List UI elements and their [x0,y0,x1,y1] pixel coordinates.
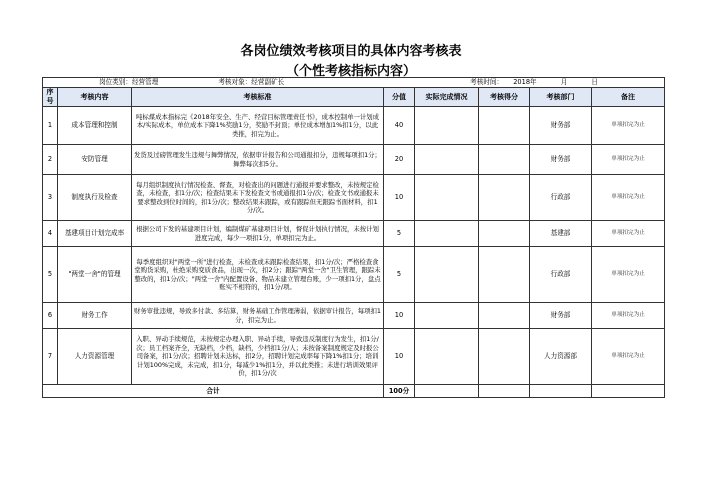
total-got [479,385,530,398]
row-standard: 每季度组织对"两堂一所"进行检查，未检查或未跟踪检查结果，扣1分/次；严格检查食堂购货采购，杜绝采购变质食品，出现一次，扣2分；跟踪"两堂一舍"卫生管理，跟踪未整改的，扣1分/次；"两堂一舍"内配置设备、物品未建立管理台账，少一项扣1分，盘点账实不相符的，扣1分/项。 [132,247,384,303]
row-got [479,329,530,385]
assessment-target: 考核对象：经营副矿长 [218,78,285,87]
table-row [43,175,665,221]
assessment-time [470,78,598,87]
row-actual [415,107,479,145]
row-note: 单项扣完为止 [592,221,665,247]
row-content: 成本管理和控制 [58,107,132,145]
row-note: 单项扣完为止 [592,247,665,303]
row-actual [415,221,479,247]
row-score: 5 [384,221,415,247]
row-actual [415,145,479,175]
row-actual [415,329,479,385]
row-actual [415,247,479,303]
total-note [592,385,665,398]
row-got [479,303,530,329]
row-content: 安防管理 [58,145,132,175]
row-got [479,221,530,247]
row-dept: 行政部 [530,247,592,303]
header-dept: 考核部门 [530,88,592,107]
row-content: "两堂一舍"的管理 [58,247,132,303]
row-standard: 财务审批违规，导致多付款、多结算，财务基础工作管理薄弱，依据审计报告，每项扣1分，扣完为止。 [132,303,384,329]
row-actual [415,175,479,221]
header-note: 备注 [592,88,665,107]
row-dept: 人力资源部 [530,329,592,385]
row-dept: 财务部 [530,145,592,175]
row-got [479,145,530,175]
table-row [43,247,665,303]
row-score: 10 [384,329,415,385]
meta-cell [43,78,665,88]
header-seq: 序号 [43,88,58,107]
row-dept: 财务部 [530,107,592,145]
time-day: 日 [591,78,599,87]
assessment-table [42,77,665,398]
row-seq: 1 [43,107,58,145]
meta-row [43,78,665,88]
row-content: 财务工作 [58,303,132,329]
row-content: 基建项目计划完成率 [58,221,132,247]
row-content: 人力资源管理 [58,329,132,385]
row-got [479,107,530,145]
row-dept: 行政部 [530,175,592,221]
table-row [43,303,665,329]
row-score: 5 [384,247,415,303]
row-note: 单项扣完为止 [592,329,665,385]
row-standard: 根据公司下发的基建项目计划，编制煤矿基建项目计划，督促计划执行情况，未按计划进度完成，每少一项扣1分，单项扣完为止。 [132,221,384,247]
row-standard: 入职、异动手续规范，未按规定办理入职、异动手续，导致违反制度行为发生，扣1分/次；员工档案齐全，无缺档，少档，缺档，少档扣1分/人；未按备案制度规定及时报公司备案，扣1分/次；招聘计划未达标，扣2分，招聘计划完成率每下降1%扣1分；培训计划100%完成，未完成，扣1分，每减少1%扣1分，并以此类推；未进行培训效果评价，扣1分/次 [132,329,384,385]
row-seq: 5 [43,247,58,303]
table-row [43,329,665,385]
table-row [43,107,665,145]
row-score: 10 [384,303,415,329]
time-label: 考核时间： [470,78,504,87]
header-score: 分值 [384,88,415,107]
row-standard: 发货及过磅管理发生违规与舞弊情况，依据审计报告和公司通报扣分，违规每项扣1分；舞弊每次扣5分。 [132,145,384,175]
position-category: 岗位类别：经营管理 [99,78,159,87]
row-dept: 财务部 [530,303,592,329]
row-seq: 2 [43,145,58,175]
row-seq: 4 [43,221,58,247]
time-month: 月 [560,78,568,87]
row-note: 单项扣完为止 [592,145,665,175]
document-title: 各岗位绩效考核项目的具体内容考核表 [240,44,462,59]
header-content: 考核内容 [58,88,132,107]
total-dept [530,385,592,398]
header-got: 考核得分 [479,88,530,107]
total-score: 100分 [384,385,415,398]
row-note: 单项扣完为止 [592,107,665,145]
table-row [43,221,665,247]
row-score: 10 [384,175,415,221]
header-actual: 实际完成情况 [415,88,479,107]
total-label: 合计 [43,385,384,398]
row-note: 单项扣完为止 [592,175,665,221]
row-content: 制度执行及检查 [58,175,132,221]
total-actual [415,385,479,398]
row-standard: 吨标煤成本指标完《2018年安全、生产、经营目标管理责任书》，成本控制单一计划成本/实际成本，单位成本下降1%奖励1分，奖励不封顶；单位成本增加1%扣1分，以此类推，扣完为止。 [132,107,384,145]
header-row [43,88,665,107]
row-actual [415,303,479,329]
row-seq: 3 [43,175,58,221]
document-subtitle: （个性考核指标内容） [285,64,416,79]
table-row [43,145,665,175]
row-seq: 6 [43,303,58,329]
header-standard: 考核标准 [132,88,384,107]
row-standard: 每月组织制度执行情况检查、督查，对检查出的问题进行通报并要求整改，未按规定检查，未检查，扣1分/次；检查结果未下发检查文书或通报扣1分/次；检查文书或通报未要求整改到位时间的，扣1分/次；整改结果未跟踪，或有跟踪但无跟踪书面材料，扣1分/次。 [132,175,384,221]
time-year: 2018年 [513,78,537,87]
row-score: 20 [384,145,415,175]
row-got [479,247,530,303]
row-seq: 7 [43,329,58,385]
row-got [479,175,530,221]
row-note: 单项扣完为止 [592,303,665,329]
row-score: 40 [384,107,415,145]
total-row [43,385,665,398]
row-dept: 基建部 [530,221,592,247]
